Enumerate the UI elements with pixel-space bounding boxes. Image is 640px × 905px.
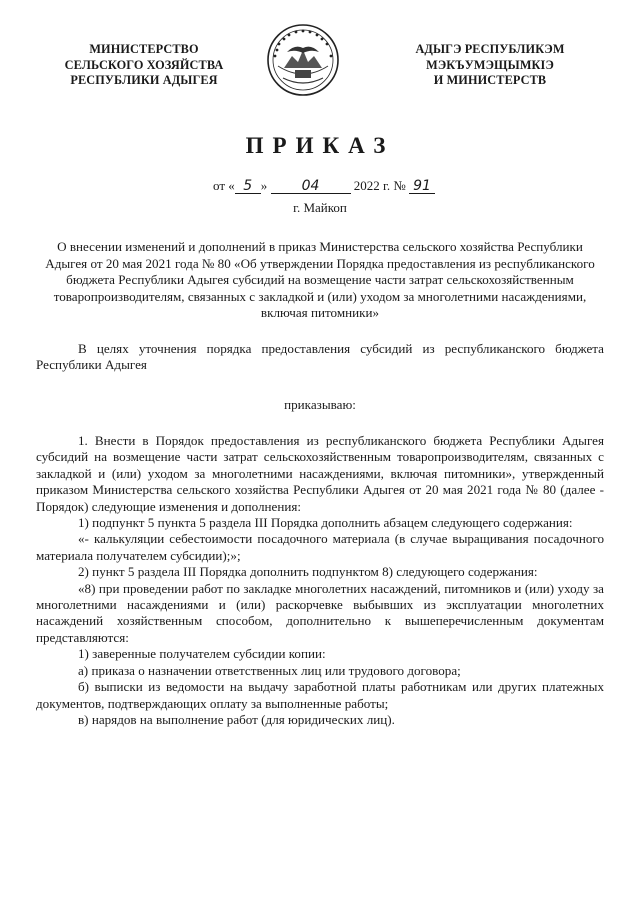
header-line: МЭКЪУМЭЩЫМКIЭ — [426, 57, 554, 72]
order-number: 91 — [409, 179, 435, 194]
order-body — [36, 433, 604, 728]
body-paragraph: 2) пункт 5 раздела III Порядка дополнить подпунктом 8) следующего содержания: — [78, 564, 538, 580]
order-subject: О внесении изменений и дополнений в приказ Министерства сельского хозяйства Республики Адыгея от 20 мая 2021 года № 80 «Об утверждении Порядка предоставления из республиканского бюджета Республики Адыгея субсидий на возмещение части затрат сельскохозяйственным товаропроизводителям, связанных с закладкой и (или) уходом за многолетними насаждениями, включая питомники» — [45, 239, 595, 321]
header-line: МИНИСТЕРСТВО — [89, 42, 199, 56]
date-month: 04 — [271, 179, 351, 194]
order-word: приказываю: — [284, 397, 356, 412]
city-name: г. Майкоп — [293, 200, 347, 215]
coat-of-arms-emblem — [265, 22, 341, 98]
body-paragraph: а) приказа о назначении ответственных лиц или трудового договора; — [78, 662, 461, 678]
body-paragraph: «- калькуляции себестоимости посадочного материала (в случае выращивания посадочного материала получателем субсидии);»; — [36, 531, 604, 563]
date-day: 5 — [235, 179, 261, 194]
body-paragraph: 1) заверенные получателем субсидии копии: — [78, 646, 326, 662]
document-title: ПРИКАЗ — [245, 133, 395, 158]
ministry-header-adyghe — [392, 42, 588, 89]
header-line: И МИНИСТЕРСТВ — [433, 73, 547, 87]
date-quote-close: » — [260, 178, 268, 193]
order-number-label: № — [393, 178, 406, 193]
header-line: СЕЛЬСКОГО ХОЗЯЙСТВА — [64, 57, 224, 72]
order-date-line — [213, 178, 435, 194]
body-paragraph: 1. Внести в Порядок предоставления из республиканского бюджета Республики Адыгея субсидий на возмещение части затрат сельскохозяйственным товаропроизводителям, связанных с закладкой и (или) уходом за многолетними насаждениями, включая питомники», утвержденный приказом Министерства сельского хозяйства Республики Адыгея от 20 мая 2021 года № 80 (далее - Порядок) следующие изменения и дополнения: — [36, 433, 604, 514]
body-paragraph: 1) подпункт 5 пункта 5 раздела III Порядка дополнить абзацем следующего содержания: — [78, 515, 573, 531]
body-paragraph: в) нарядов на выполнение работ (для юридических лиц). — [78, 711, 395, 727]
ministry-header-russian — [44, 42, 244, 89]
date-prefix: от « — [213, 178, 235, 193]
date-year: 2022 г. — [353, 178, 391, 193]
purpose-paragraph: В целях уточнения порядка предоставления субсидий из республиканского бюджета Республики Адыгея — [36, 341, 604, 373]
body-paragraph: «8) при проведении работ по закладке многолетних насаждений, питомников и (или) уходу за многолетними насаждениями и (или) раскорчевке выбывших из эксплуатации многолетних насаждений хозяйственным способом, дополнительно к вышеперечисленным документам представляются: — [36, 580, 604, 645]
header-line: АДЫГЭ РЕСПУБЛИКЭМ — [415, 42, 565, 56]
body-paragraph: б) выписки из ведомости на выдачу заработной платы работникам или других платежных документов, подтверждающих оплату за выполненные работы; — [36, 679, 604, 711]
header-line: РЕСПУБЛИКИ АДЫГЕЯ — [70, 73, 218, 87]
